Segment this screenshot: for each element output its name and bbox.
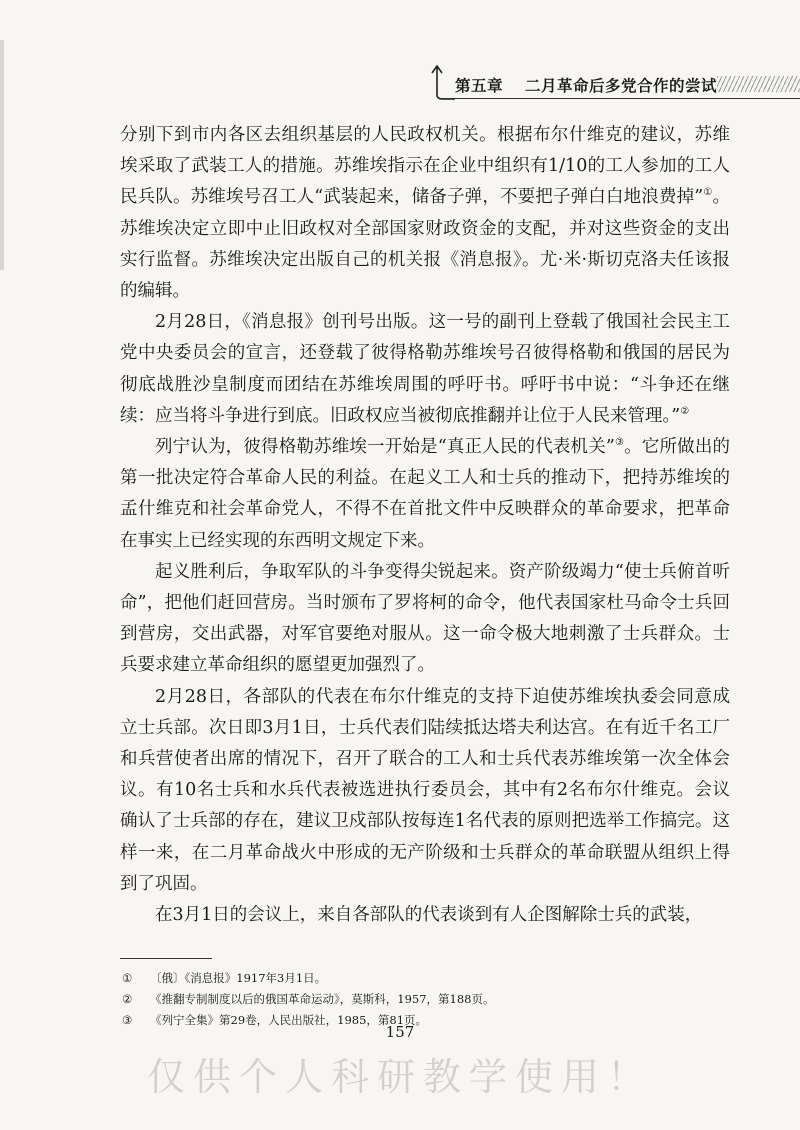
watermark: 仅供个人科研教学使用！ (146, 1055, 653, 1099)
paragraph: 2月28日，各部队的代表在布尔什维克的支持下迫使苏维埃执委会同意成立士兵部。次日即3月1日，士兵代表们陆续抵达塔夫利达宫。在有近千名工厂和兵营使者出席的情况下，召开了联合的工人和士兵代表苏维埃第一次全体会议。有10名士兵和水兵代表被选进执行委员会，其中有2名布尔什维克。会议确认了士兵部的存在，建议卫戍部队按每连1名代表的原则把选举工作搞完。这样一来，在二月革命战火中形成的无产阶级和士兵群众的革命联盟从组织上得到了巩固。 (120, 686, 730, 894)
header-rule (441, 98, 800, 99)
paragraph: 2月28日，《消息报》创刊号出版。这一号的副刊上登载了俄国社会民主工党中央委员会的宣言，还登载了彼得格勒苏维埃号召彼得格勒和俄国的居民为彻底战胜沙皇制度而团结在苏维埃周围的呼吁书。呼吁书中说：“斗争还在继续：应当将斗争进行到底。旧政权应当被彻底推翻并让位于人民来管理。”② (120, 312, 730, 426)
paragraph: 分别下到市内各区去组织基层的人民政权机关。根据布尔什维克的建议，苏维埃采取了武装工人的措施。苏维埃指示在企业中组织有1/10的工人参加的工人民兵队。苏维埃号召工人“武装起来，储备子弹，不要把子弹白白地浪费掉”①。苏维埃决定立即中止旧政权对全部国家财政资金的支配，并对这些资金的支出实行监督。苏维埃决定出版自己的机关报《消息报》。尤·米·斯切克洛夫任该报的编辑。 (120, 125, 731, 302)
footnote: ② 《推翻专制制度以后的俄国革命运动》，莫斯科，1957，第188页。 (122, 989, 494, 1010)
paragraph: 在3月1日的会议上，来自各部队的代表谈到有人企图解除士兵的武装， (155, 905, 703, 926)
footnote: ③ 《列宁全集》第29卷，人民出版社，1985，第81页。 (122, 1010, 494, 1031)
chapter-header (425, 62, 800, 102)
footnote-ref: ② (680, 406, 690, 417)
running-head (455, 74, 717, 96)
footnote: ① 〔俄〕《消息报》1917年3月1日。 (122, 968, 494, 989)
footnote-mark: ② (122, 992, 133, 1006)
header-hatch-decoration (717, 76, 800, 92)
paragraph: 列宁认为，彼得格勒苏维埃一开始是“真正人民的代表机关”③。它所做出的第一批决定符合革命人民的利益。在起义工人和士兵的推动下，把持苏维埃的孟什维克和社会革命党人，不得不在首批文件中反映群众的革命要求，把革命在事实上已经实现的东西明文规定下来。 (120, 437, 730, 551)
footnote-mark: ③ (122, 1013, 133, 1027)
footnote-ref: ③ (614, 437, 625, 449)
footnote-ref: ① (703, 187, 713, 199)
page-number: 157 (385, 1023, 415, 1041)
page-edge-shadow (0, 40, 4, 270)
footnotes (122, 968, 494, 1031)
chapter-title: 二月革命后多党合作的尝试 (525, 77, 718, 95)
chapter-number: 第五章 (455, 77, 504, 95)
paragraph: 起义胜利后，争取军队的斗争变得尖锐起来。资产阶级竭力“使士兵俯首听命”，把他们赶回营房。当时颁布了罗将柯的命令，他代表国家杜马命令士兵回到营房，交出武器，对军官要绝对服从。这一命令极大地刺激了士兵群众。士兵要求建立革命组织的愿望更加强烈了。 (120, 561, 730, 676)
arrow-up-icon (425, 62, 455, 102)
footnote-mark: ① (122, 971, 133, 985)
body-text (120, 120, 730, 931)
footnote-rule (120, 958, 212, 959)
